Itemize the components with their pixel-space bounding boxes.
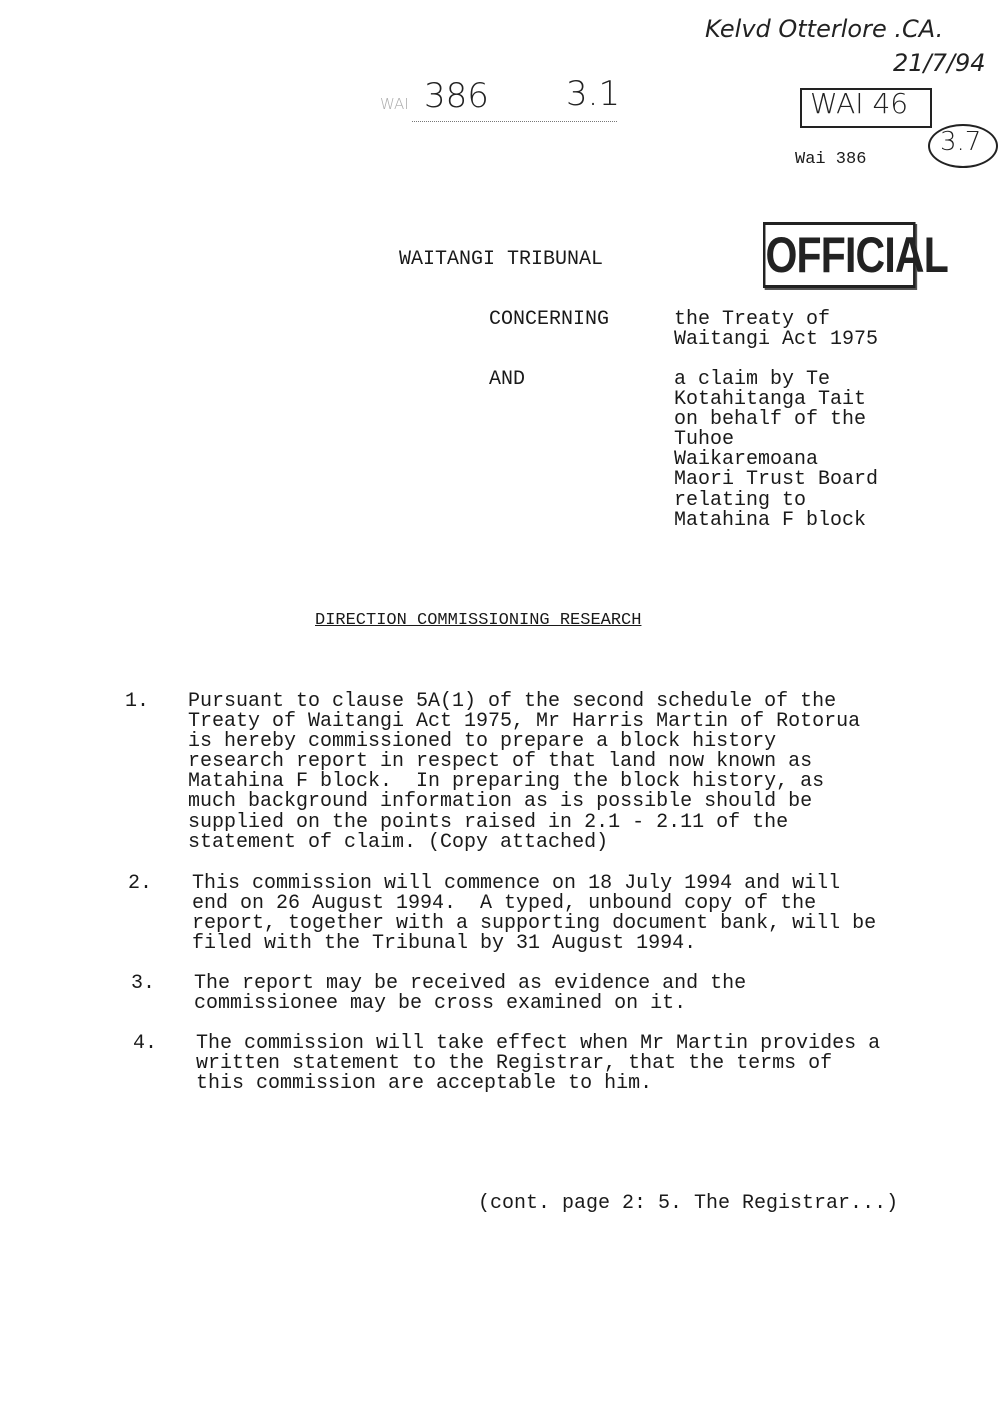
paragraph-2 xyxy=(192,874,876,954)
and-line: relating to xyxy=(674,488,807,512)
document-title: DIRECTION COMMISSIONING RESEARCH xyxy=(315,611,642,630)
and-line: Maori Trust Board xyxy=(674,468,879,492)
paragraph-line: Matahina F block. In preparing the block history, as xyxy=(188,770,825,794)
file-ref-doc: 3.1 xyxy=(566,74,621,114)
paragraph-line: end on 26 August 1994. A typed, unbound copy of the xyxy=(192,892,817,916)
and-line: on behalf of the xyxy=(674,408,867,432)
handwritten-date: 21/7/94 xyxy=(893,49,986,77)
file-ref-prefix: WAI xyxy=(380,95,409,113)
paragraph-number: 4. xyxy=(133,1032,158,1055)
paragraph-number: 2. xyxy=(128,872,153,895)
and-line: Tuhoe xyxy=(674,428,735,452)
circled-ref-text: 3.7 xyxy=(940,127,982,157)
paragraph-line: The commission will take effect when Mr Martin provides a xyxy=(196,1032,881,1055)
official-stamp: OFFICIAL xyxy=(763,222,916,288)
paragraph-line: much background information as is possible should be xyxy=(188,790,813,814)
boxed-ref-text: WAI 46 xyxy=(810,87,909,120)
paragraph-line: this commission are acceptable to him. xyxy=(196,1072,653,1096)
paragraph-line: commissionee may be cross examined on it. xyxy=(194,992,687,1016)
file-ref-underline xyxy=(412,121,617,122)
paragraph-line: filed with the Tribunal by 31 August 1994. xyxy=(192,932,697,956)
paragraph-number: 1. xyxy=(125,690,150,713)
and-line: a claim by Te xyxy=(674,368,831,391)
paragraph-line: is hereby commissioned to prepare a block history xyxy=(188,730,777,754)
concerning-line: Waitangi Act 1975 xyxy=(674,328,879,352)
paragraph-line: written statement to the Registrar, that the terms of xyxy=(196,1052,833,1076)
paragraph-line: report, together with a supporting document bank, will be xyxy=(192,912,877,936)
and-line: Matahina F block xyxy=(674,508,867,532)
paragraph-line: supplied on the points raised in 2.1 - 2.11 of the xyxy=(188,810,789,834)
file-ref-number: 386 xyxy=(424,76,489,116)
paragraph-number: 3. xyxy=(131,972,156,995)
paragraph-3 xyxy=(194,974,746,1014)
paragraph-line: Treaty of Waitangi Act 1975, Mr Harris Martin of Rotorua xyxy=(188,710,861,734)
and-line: Waikaremoana xyxy=(674,448,819,472)
continuation-note: (cont. page 2: 5. The Registrar...) xyxy=(478,1192,899,1215)
paragraph-1 xyxy=(188,692,860,853)
concerning-line: the Treaty of xyxy=(674,308,831,331)
and-label: AND xyxy=(489,368,526,391)
paragraph-line: Pursuant to clause 5A(1) of the second schedule of the xyxy=(188,690,837,713)
handwritten-note: Kelvd Otterlore .CA. xyxy=(705,15,944,43)
concerning-text xyxy=(674,310,878,350)
wai-number: Wai 386 xyxy=(795,150,867,169)
and-text xyxy=(674,370,878,531)
and-line: Kotahitanga Tait xyxy=(674,388,867,412)
paragraph-4 xyxy=(196,1034,880,1094)
paragraph-line: research report in respect of that land now known as xyxy=(188,750,813,774)
paragraph-line: statement of claim. (Copy attached) xyxy=(188,830,609,854)
paragraph-line: The report may be received as evidence and the xyxy=(194,972,747,995)
concerning-label: CONCERNING xyxy=(489,308,610,331)
tribunal-heading: WAITANGI TRIBUNAL xyxy=(399,248,604,271)
paragraph-line: This commission will commence on 18 July 1994 and will xyxy=(192,872,841,895)
